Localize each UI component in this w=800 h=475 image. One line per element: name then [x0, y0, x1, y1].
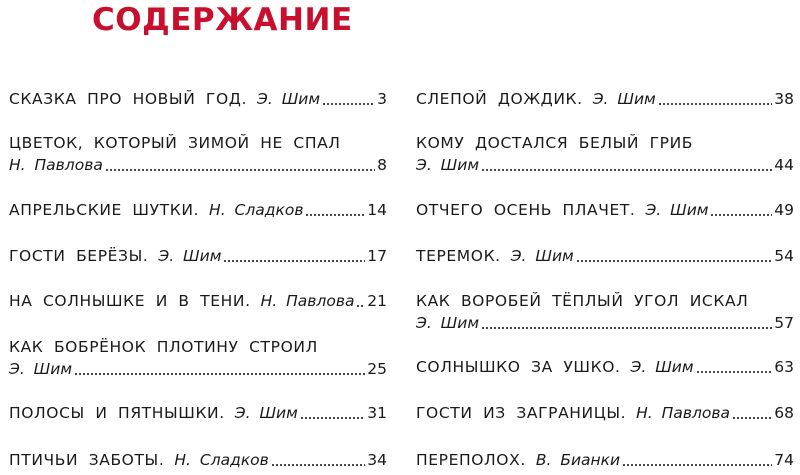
toc-leader-dots	[105, 169, 375, 171]
toc-entry-author: Н. Сладков	[209, 201, 304, 219]
toc-entry-title: СОЛНЫШКО ЗА УШКО.	[416, 358, 621, 376]
toc-entry-page: 14	[367, 201, 387, 219]
toc-entry[interactable]	[416, 245, 794, 267]
toc-entry-author: Э. Шим	[234, 404, 298, 422]
toc-entry[interactable]	[416, 132, 794, 176]
toc-leader-dots	[732, 417, 772, 419]
toc-leader-dots	[300, 417, 365, 419]
toc-leader-dots	[481, 327, 772, 329]
toc-entry-title: ПОЛОСЫ И ПЯТНЫШКИ.	[9, 404, 225, 422]
toc-entry-page: 68	[774, 404, 794, 422]
toc-entry[interactable]	[9, 245, 387, 267]
toc-entry-page: 25	[367, 360, 387, 378]
toc-leader-dots	[271, 464, 365, 466]
toc-entry-author: Э. Шим	[9, 360, 73, 378]
toc-entry-page: 63	[774, 358, 794, 376]
toc-entry-page: 34	[367, 451, 387, 469]
toc-leader-dots	[223, 260, 365, 262]
toc-entry-author: Э. Шим	[257, 90, 321, 108]
toc-entry-author: Э. Шим	[510, 247, 574, 265]
toc-entry-title: АПРЕЛЬСКИЕ ШУТКИ.	[9, 201, 200, 219]
toc-entry-page: 57	[774, 314, 794, 332]
toc-leader-dots	[481, 169, 772, 171]
toc-entry-title: КАК ВОРОБЕЙ ТЁПЛЫЙ УГОЛ ИСКАЛ	[416, 292, 749, 310]
toc-entry-title: КАК БОБРЁНОК ПЛОТИНУ СТРОИЛ	[9, 338, 318, 356]
toc-entry-author: Э. Шим	[645, 201, 709, 219]
toc-entry[interactable]	[416, 449, 794, 471]
toc-entry-page: 31	[367, 404, 387, 422]
toc-entry-title: ОТЧЕГО ОСЕНЬ ПЛАЧЕТ.	[416, 201, 636, 219]
toc-entry[interactable]	[9, 132, 387, 176]
toc-entry-page: 44	[774, 156, 794, 174]
toc-entry-title: СКАЗКА ПРО НОВЫЙ ГОД.	[9, 90, 248, 108]
toc-entry-page: 49	[774, 201, 794, 219]
page-title: СОДЕРЖАНИЕ	[92, 2, 353, 38]
toc-entry-author: Н. Павлова	[260, 292, 355, 310]
toc-entry-title: ТЕРЕМОК.	[416, 247, 501, 265]
toc-entry[interactable]	[416, 199, 794, 221]
toc-leader-dots	[710, 214, 772, 216]
toc-entry[interactable]	[416, 290, 794, 334]
toc-leader-dots	[356, 305, 365, 307]
toc-entry-page: 8	[377, 156, 387, 174]
toc-entry-author: Н. Павлова	[636, 404, 730, 422]
toc-entry-title: ЦВЕТОК, КОТОРЫЙ ЗИМОЙ НЕ СПАЛ	[9, 134, 341, 152]
toc-entry-title: ПТИЧЬИ ЗАБОТЫ.	[9, 451, 165, 469]
toc-entry-author: Э. Шим	[158, 247, 222, 265]
toc-entry-page: 17	[367, 247, 387, 265]
toc-entry-author: В. Бианки	[535, 451, 621, 469]
toc-entry[interactable]	[9, 402, 387, 424]
toc-leader-dots	[322, 103, 375, 105]
toc-entry-author: Э. Шим	[416, 156, 480, 174]
toc-leader-dots	[74, 373, 365, 375]
toc-leader-dots	[658, 103, 773, 105]
toc-entry[interactable]	[9, 199, 387, 221]
toc-entry-title: ГОСТИ ИЗ ЗАГРАНИЦЫ.	[416, 404, 627, 422]
toc-entry[interactable]	[9, 336, 387, 380]
toc-entry-author: Э. Шим	[630, 358, 694, 376]
toc-entry-title: ПЕРЕПОЛОХ.	[416, 451, 526, 469]
toc-entry-author: Н. Павлова	[9, 156, 103, 174]
toc-leader-dots	[696, 371, 773, 373]
toc-leader-dots	[305, 214, 365, 216]
toc-entry-page: 54	[774, 247, 794, 265]
toc-entry-page: 38	[774, 90, 794, 108]
toc-entry-author: Н. Сладков	[174, 451, 269, 469]
toc-entry[interactable]	[9, 449, 387, 471]
toc-leader-dots	[622, 464, 772, 466]
toc-leader-dots	[576, 260, 773, 262]
toc-entry-title: НА СОЛНЫШКЕ И В ТЕНИ.	[9, 292, 251, 310]
toc-entry-page: 21	[367, 292, 387, 310]
toc-entry[interactable]	[416, 356, 794, 378]
toc-entry-author: Э. Шим	[416, 314, 480, 332]
toc-entry[interactable]	[9, 88, 387, 110]
toc-entry-title: СЛЕПОЙ ДОЖДИК.	[416, 90, 583, 108]
toc-entry[interactable]	[9, 290, 387, 312]
toc-entry-page: 3	[377, 90, 387, 108]
toc-entry-title: ГОСТИ БЕРЁЗЫ.	[9, 247, 149, 265]
toc-entry-title: КОМУ ДОСТАЛСЯ БЕЛЫЙ ГРИБ	[416, 134, 694, 152]
toc-entry-page: 74	[774, 451, 794, 469]
toc-entry[interactable]	[416, 402, 794, 424]
toc-entry-author: Э. Шим	[592, 90, 656, 108]
toc-entry[interactable]	[416, 88, 794, 110]
